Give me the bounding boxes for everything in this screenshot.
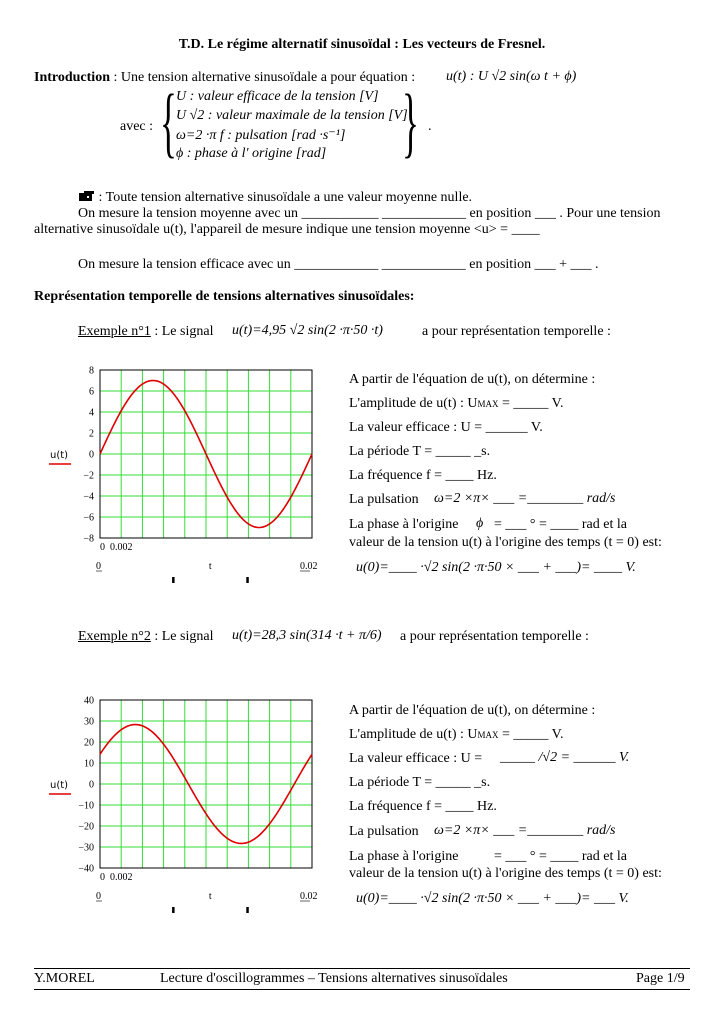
y-tick-label: 40 xyxy=(84,695,94,707)
note-line-3: alternative sinusoïdale u(t), l'appareil de mesure indique une tension moyenne <u> = ____ xyxy=(34,222,540,237)
intro-text: : Une tension alternative sinusoïdale a pour équation : xyxy=(109,70,416,85)
ex2-phase-rest: = ___ ° = ____ rad et la xyxy=(494,849,627,864)
x-tick-label: 0.002 xyxy=(110,542,133,553)
y-tick-label: −8 xyxy=(83,533,94,545)
intro-heading: Introduction xyxy=(34,70,110,85)
intro-equation: u(t) : U √2 sin(ω t + ϕ) xyxy=(446,69,577,84)
y-axis-label: u(t) xyxy=(50,450,69,461)
example2-trail: a pour représentation temporelle : xyxy=(400,629,589,644)
y-tick-label: −4 xyxy=(83,491,94,503)
note-line-2: On mesure la tension moyenne avec un ___________ ____________ en position ___ . Pour une tension xyxy=(78,206,661,221)
y-tick-label: 30 xyxy=(84,716,94,728)
y-tick-label: −10 xyxy=(78,800,94,812)
ex2-final-eq: u(0)=____ ·√2 sin(2 ·π·50 × ___ + ___)= ___ V. xyxy=(356,891,629,906)
chart-example-1 xyxy=(40,360,340,585)
x-range-min-label: 0 xyxy=(96,891,101,902)
note-line-4: On mesure la tension efficace avec un ____________ ____________ en position ___ + ___ . xyxy=(78,257,599,272)
x-range-min-label: 0 xyxy=(96,561,101,572)
section-title: Représentation temporelle de tensions alternatives sinusoïdales: xyxy=(34,289,415,304)
y-tick-label: −6 xyxy=(83,512,94,524)
ex2-pulsation-eq: ω=2 ×π× ___ =________ rad/s xyxy=(434,823,616,838)
example2-equation: u(t)=28,3 sin(314 ·t + π/6) xyxy=(232,628,382,643)
footer-center: Lecture d'oscillogrammes – Tensions alternatives sinusoïdales xyxy=(160,971,508,986)
example1-equation: u(t)=4,95 √2 sin(2 ·π·50 ·t) xyxy=(232,323,383,338)
x-tick-label: 0 xyxy=(100,872,105,883)
footer-bottom-rule xyxy=(34,989,690,990)
x-tick-label: 0 xyxy=(100,542,105,553)
y-tick-label: 8 xyxy=(89,365,94,377)
footer-author: Y.MOREL xyxy=(34,971,95,986)
ex2-line-pulsation: La pulsation xyxy=(349,824,419,839)
y-tick-label: −20 xyxy=(78,821,94,833)
page-title: T.D. Le régime alternatif sinusoïdal : Les vecteurs de Fresnel. xyxy=(178,37,546,52)
example1-trail: a pour représentation temporelle : xyxy=(422,324,611,339)
intro-dot: . xyxy=(428,119,432,134)
y-tick-label: 2 xyxy=(89,428,94,440)
ex2-line-phase: La phase à l'origine xyxy=(349,849,459,864)
y-tick-label: −30 xyxy=(78,842,94,854)
ex1-umax-rest: = _____ V. xyxy=(498,396,564,411)
y-tick-label: 20 xyxy=(84,737,94,749)
ex1-final-eq: u(0)=____ ·√2 sin(2 ·π·50 × ___ + ___)= ____ V. xyxy=(356,560,636,575)
axis-marker xyxy=(172,577,175,583)
right-brace: } xyxy=(402,78,419,165)
chart-example-2 xyxy=(40,690,340,915)
ex2-umax-sub: MAX xyxy=(477,730,499,740)
y-tick-label: 0 xyxy=(89,449,94,461)
ex1-pulsation-eq: ω=2 ×π× ___ =________ rad/s xyxy=(434,491,616,506)
y-tick-label: 10 xyxy=(84,758,94,770)
def-2: U √2 : valeur maximale de la tension [V] xyxy=(176,108,408,123)
x-tick-label: 0.002 xyxy=(110,872,133,883)
y-tick-label: 0 xyxy=(89,779,94,791)
y-tick-label: −40 xyxy=(78,863,94,875)
ex2-umax-label: L'amplitude de u(t) : U xyxy=(349,727,478,742)
avec-label: avec : xyxy=(120,119,154,134)
y-tick-label: 6 xyxy=(89,386,94,398)
axis-marker xyxy=(246,577,249,583)
example2-lead: : Le signal xyxy=(150,629,214,644)
footer-page: Page 1/9 xyxy=(636,971,685,986)
y-axis-label: u(t) xyxy=(50,780,69,791)
example1-lead: : Le signal xyxy=(150,324,214,339)
note-text-1: : Toute tension alternative sinusoïdale a une valeur moyenne nulle. xyxy=(95,190,473,205)
ex1-line-eff: La valeur efficace : U = ______ V. xyxy=(349,420,543,435)
y-tick-label: 4 xyxy=(89,407,94,419)
ex2-line-freq: La fréquence f = ____ Hz. xyxy=(349,799,497,814)
x-axis-label: t xyxy=(208,561,212,572)
ex1-line-phase: La phase à l'origine xyxy=(349,517,459,532)
ex1-phase-rest: = ___ ° = ____ rad et la xyxy=(494,517,627,532)
ex2-line-origin: valeur de la tension u(t) à l'origine des temps (t = 0) est: xyxy=(349,866,662,881)
x-range-max-label: 0.02 xyxy=(300,891,318,902)
def-1: U : valeur efficace de la tension [V] xyxy=(176,89,379,104)
ex2-line-period: La période T = _____ _s. xyxy=(349,775,491,790)
note-line-1 xyxy=(78,190,472,206)
ex1-line-pulsation: La pulsation xyxy=(349,492,419,507)
intro-line xyxy=(34,70,415,86)
ex2-line-umax xyxy=(349,727,563,743)
def-4: ϕ : phase à l' origine [rad] xyxy=(176,146,327,161)
axis-marker xyxy=(246,907,249,913)
ex2-line-eff: La valeur efficace : U = xyxy=(349,751,483,766)
ex1-line-period: La période T = _____ _s. xyxy=(349,444,491,459)
example2-label: Exemple n°2 xyxy=(78,629,151,644)
x-range-max-label: 0.02 xyxy=(300,561,318,572)
ex1-line-freq: La fréquence f = ____ Hz. xyxy=(349,468,497,483)
ex1-line-origin: valeur de la tension u(t) à l'origine des temps (t = 0) est: xyxy=(349,535,662,550)
ex1-line-umax xyxy=(349,396,563,412)
left-brace: { xyxy=(160,78,177,165)
ex1-umax-sub: MAX xyxy=(477,399,499,409)
ex1-umax-label: L'amplitude de u(t) : U xyxy=(349,396,478,411)
ex2-line-intro: A partir de l'équation de u(t), on détermine : xyxy=(349,703,596,718)
example1-header xyxy=(78,324,213,340)
ex1-line-intro: A partir de l'équation de u(t), on détermine : xyxy=(349,372,596,387)
hand-pointer-icon xyxy=(78,190,95,202)
x-axis-label: t xyxy=(208,891,212,902)
y-tick-label: −2 xyxy=(83,470,94,482)
footer-top-rule xyxy=(34,968,690,969)
axis-marker xyxy=(172,907,175,913)
ex2-eff-eq: _____ /√2 = ______ V. xyxy=(500,750,630,765)
example1-label: Exemple n°1 xyxy=(78,324,151,339)
def-3: ω=2 ·π f : pulsation [rad ·s⁻¹] xyxy=(176,128,346,143)
ex1-phase-sym: ϕ xyxy=(476,516,484,531)
example2-header xyxy=(78,629,213,645)
ex2-umax-rest: = _____ V. xyxy=(498,727,564,742)
